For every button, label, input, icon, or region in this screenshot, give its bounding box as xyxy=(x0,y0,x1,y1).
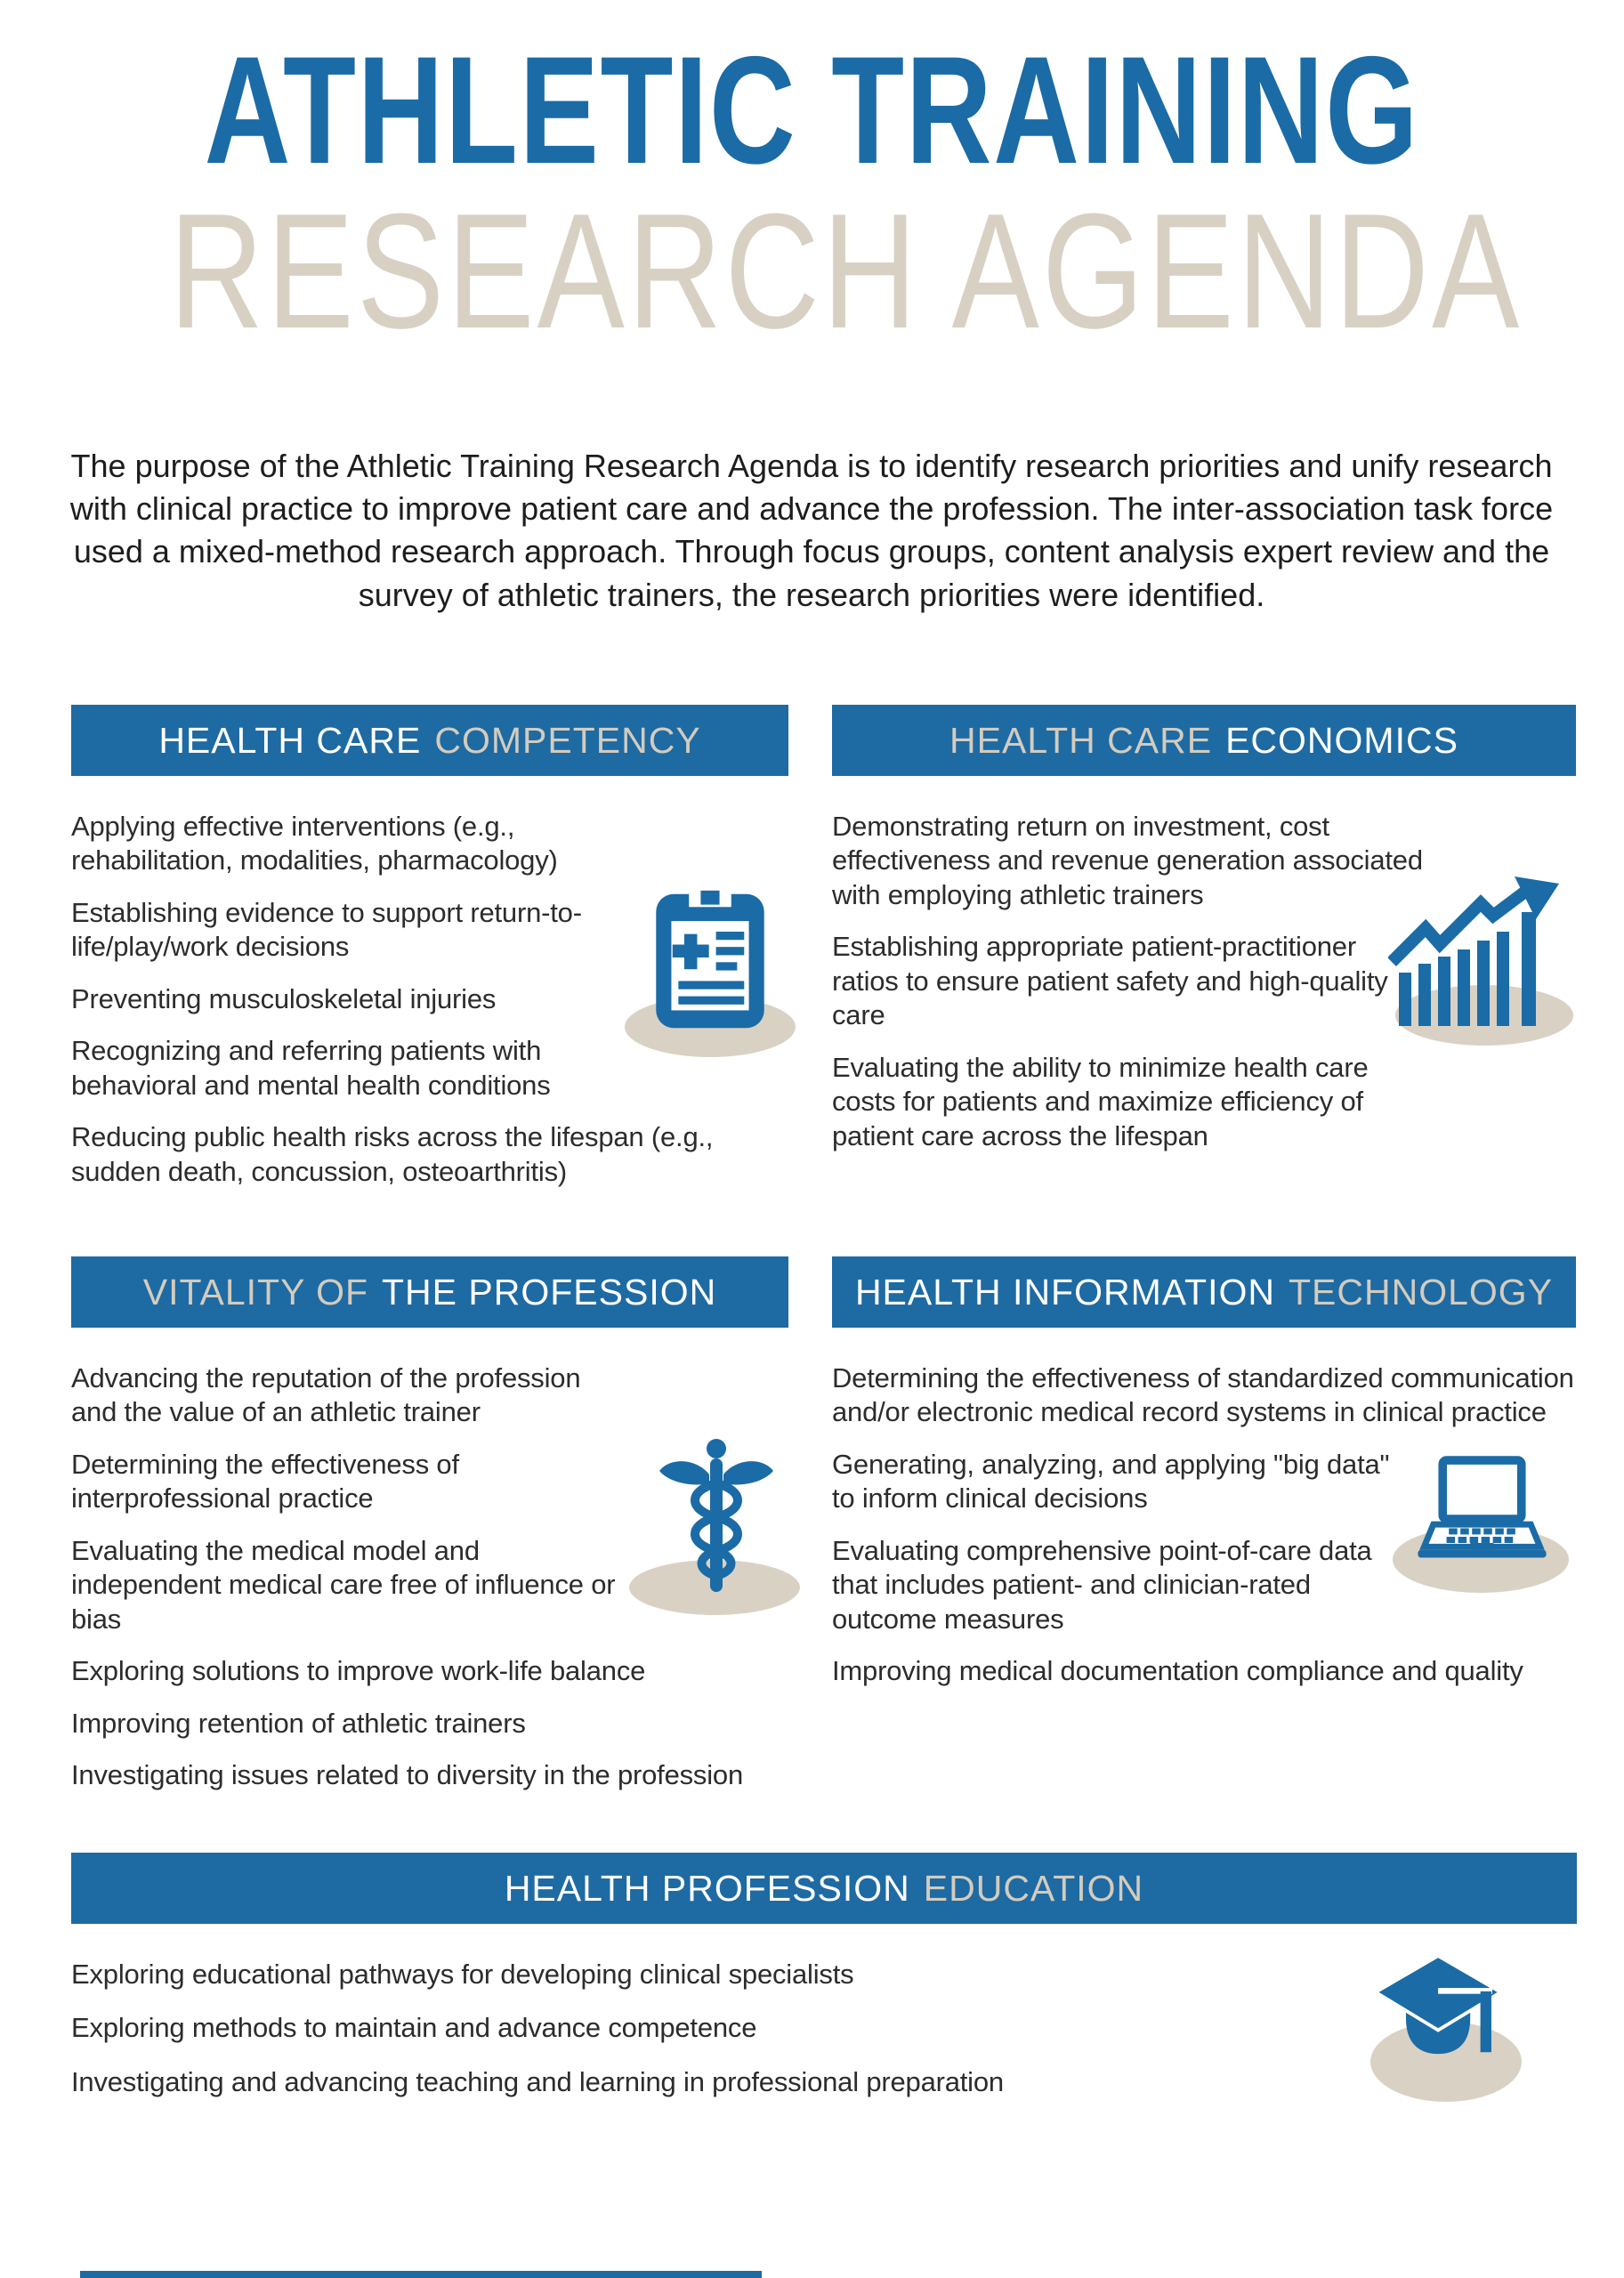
list-item: Investigating and advancing teaching and learning in professional preparation xyxy=(71,2065,1004,2097)
medical-chart-icon xyxy=(651,890,769,1032)
section-header-education xyxy=(71,1853,1577,1924)
header-text-part1: HEALTH CARE xyxy=(949,719,1213,761)
list-item: Applying effective interventions (e.g., rehabilitation, modalities, pharmacology) xyxy=(71,811,558,876)
header-text-part1: VITALITY OF xyxy=(142,1271,369,1313)
header-text-part2: TECHNOLOGY xyxy=(1289,1271,1554,1313)
economics-icon-group xyxy=(1388,876,1580,1050)
list-item: Preventing musculoskeletal injuries xyxy=(71,982,497,1014)
list-item: Recognizing and referring patients with behavioral and mental health conditions xyxy=(71,1035,551,1101)
list-item: Determining the effectiveness of interprofessional practice xyxy=(71,1448,459,1515)
poster-title-secondary: RESEARCH AGENDA xyxy=(169,179,1523,362)
intro-paragraph: The purpose of the Athletic Training Research Agenda is to identify research priorities and unify research with clinical practice to improve patient care and advance the profession. The inter-association task force used a mixed-method research approach. Through focus groups, content analysis expert review and the survey of athletic trainers, the research priorities were identified. xyxy=(69,448,1554,613)
section-header-competency xyxy=(71,705,788,776)
header-text-part2: COMPETENCY xyxy=(434,719,701,761)
list-item: Improving retention of athletic trainers xyxy=(71,1707,526,1739)
list-item: Determining the effectiveness of standardized communication and/or electronic medical record systems in clinical practice xyxy=(832,1362,1574,1428)
education-items xyxy=(71,1958,1577,2099)
list-item: Demonstrating return on investment, cost effectiveness and revenue generation associated with employing athletic trainers xyxy=(832,811,1423,910)
header-text-part1: HEALTH INFORMATION xyxy=(854,1271,1275,1313)
list-item: Exploring solutions to improve work-life balance xyxy=(71,1655,646,1687)
title-block xyxy=(0,25,1624,362)
list-item: Improving medical documentation compliance and quality xyxy=(832,1655,1523,1687)
list-item: Exploring educational pathways for developing clinical specialists xyxy=(71,1959,854,1990)
list-item: Evaluating the ability to minimize health care costs for patients and maximize efficiency of patient care across the lifespan xyxy=(832,1051,1369,1151)
header-text-part2: EDUCATION xyxy=(923,1867,1144,1909)
poster-title-primary: ATHLETIC TRAINING xyxy=(204,25,1420,196)
competency-icon-group xyxy=(623,890,801,1068)
list-item: Investigating issues related to diversity in the profession xyxy=(71,1758,743,1790)
vitality-icon-group xyxy=(627,1437,805,1615)
section-header-vitality xyxy=(71,1256,788,1328)
header-text-part1: HEALTH PROFESSION xyxy=(504,1867,910,1909)
section-header-technology xyxy=(832,1256,1576,1328)
education-icon-group xyxy=(1370,1954,1531,2105)
list-item: Reducing public health risks across the lifespan (e.g., sudden death, concussion, osteoarthritis) xyxy=(71,1121,714,1187)
header-text-part1: HEALTH CARE xyxy=(158,719,422,761)
technology-icon-group xyxy=(1393,1450,1571,1597)
header-text-part2: ECONOMICS xyxy=(1225,719,1458,761)
list-item: Generating, analyzing, and applying "big data" to inform clinical decisions xyxy=(832,1448,1390,1515)
growth-chart-icon xyxy=(1388,876,1575,1028)
list-item: Evaluating the medical model and independent medical care free of influence or bias xyxy=(71,1534,616,1635)
list-item: Advancing the reputation of the profession and the value of an athletic trainer xyxy=(71,1362,581,1428)
section-header-economics xyxy=(832,705,1576,776)
caduceus-icon xyxy=(654,1437,779,1597)
list-item: Exploring methods to maintain and advance competence xyxy=(71,2012,757,2044)
list-item: Evaluating comprehensive point-of-care data that includes patient- and clinician-rated outcome measures xyxy=(832,1534,1372,1635)
section-health-profession-education xyxy=(71,1853,1577,2119)
graduation-cap-icon xyxy=(1372,1954,1507,2074)
list-item: Establishing appropriate patient-practitioner ratios to ensure patient safety and high-quality care xyxy=(832,931,1388,1031)
list-item: Establishing evidence to support return-to-life/play/work decisions xyxy=(71,896,582,963)
cropped-bottom-bar xyxy=(80,2271,762,2278)
laptop-icon xyxy=(1409,1450,1555,1571)
header-text-part2: THE PROFESSION xyxy=(382,1271,717,1313)
